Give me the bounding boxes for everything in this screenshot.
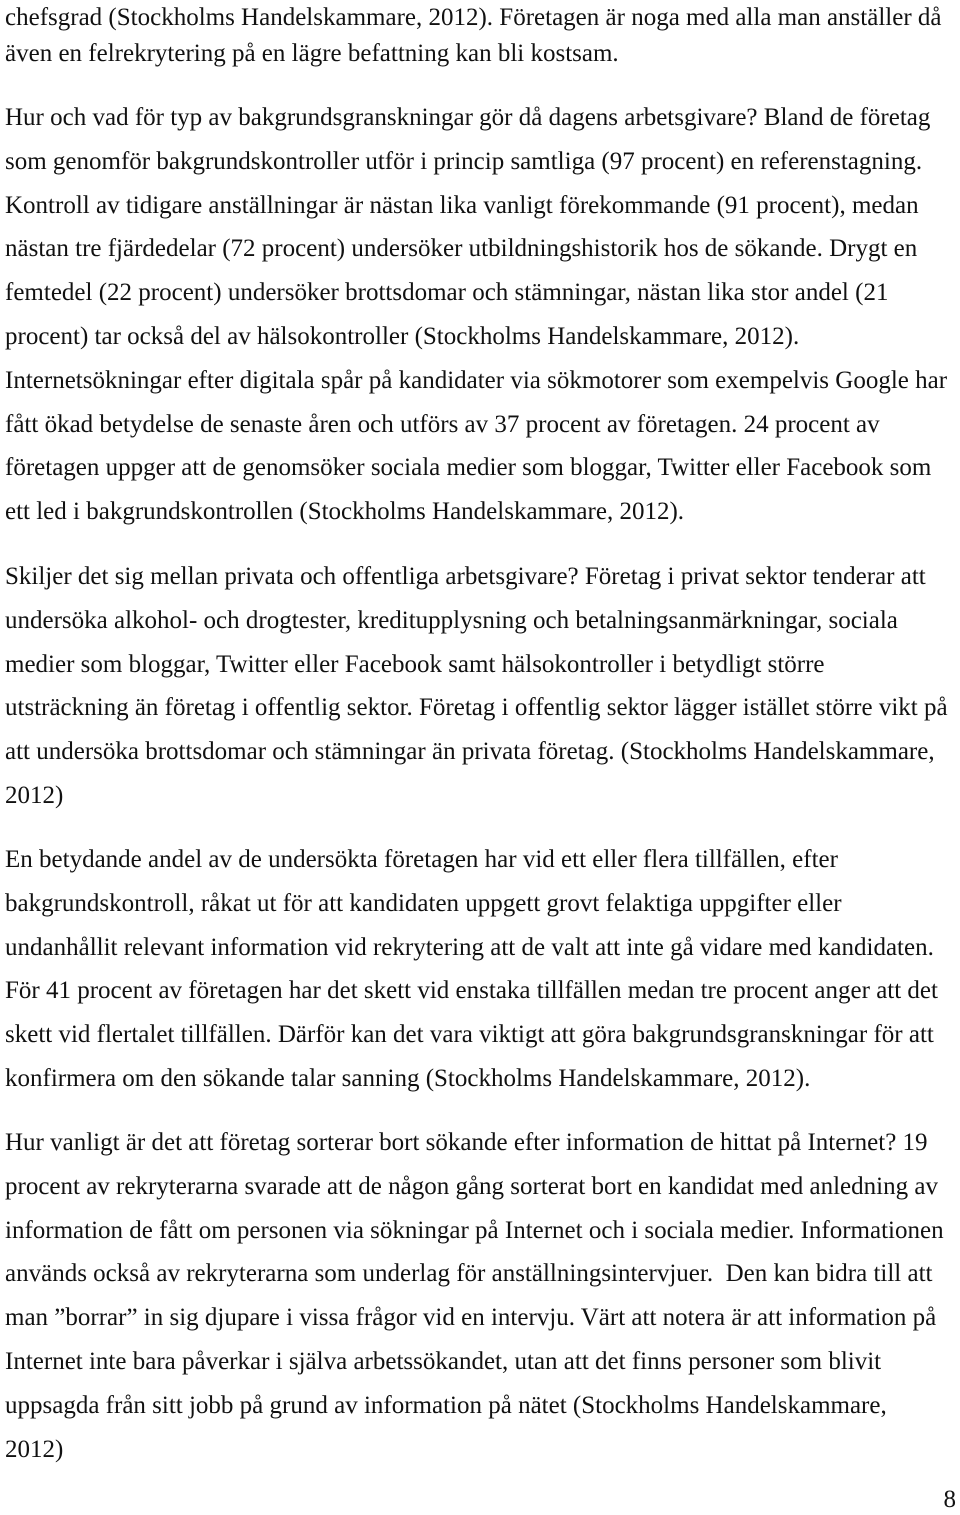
paragraph: [5, 838, 960, 1101]
text-line: Internetsökningar efter digitala spår på kandidater via sökmotorer som exempelvis Google har: [5, 366, 948, 394]
text-line: att undersöka brottsdomar och stämningar än privata företag. (Stockholms Handelskammare,: [5, 738, 935, 766]
text-line: undanhållit relevant information vid rekrytering att de valt att inte gå vidare med kandidaten.: [5, 933, 934, 961]
text-line: Hur vanligt är det att företag sorterar bort sökande efter information de hittat på Internet? 19: [5, 1129, 928, 1156]
paragraph: [5, 1121, 960, 1471]
text-line: Kontroll av tidigare anställningar är nästan lika vanligt förekommande (91 procent), medan: [5, 191, 919, 219]
text-line: bakgrundskontroll, råkat ut för att kandidaten uppgett grovt felaktiga uppgifter eller: [5, 889, 842, 917]
text-line: konfirmera om den sökande talar sanning (Stockholms Handelskammare, 2012).: [5, 1064, 811, 1092]
text-line: som genomför bakgrundskontroller utför i princip samtliga (97 procent) en referenstagning.: [5, 147, 923, 175]
text-line: information de fått om personen via sökningar på Internet och i sociala medier. Informationen: [5, 1216, 944, 1244]
text-line: En betydande andel av de undersökta företagen har vid ett eller flera tillfällen, efter: [5, 846, 838, 873]
text-line: uppsagda från sitt jobb på grund av information på nätet (Stockholms Handelskammare,: [5, 1391, 887, 1419]
text-line: fått ökad betydelse de senaste åren och utförs av 37 procent av företagen. 24 procent av: [5, 410, 880, 438]
text-line: används också av rekryterarna som underlag för anställningsintervjuer. Den kan bidra till att: [5, 1260, 933, 1288]
text-line: företagen uppger att de genomsöker sociala medier som bloggar, Twitter eller Facebook som: [5, 454, 932, 482]
text-line: Internet inte bara påverkar i själva arbetssökandet, utan att det finns personer som blivit: [5, 1347, 882, 1375]
page-number: 8: [943, 1486, 956, 1513]
text-line: procent av rekryterarna svarade att de någon gång sorterat bort en kandidat med anledning av: [5, 1172, 938, 1200]
text-line: procent) tar också del av hälsokontroller (Stockholms Handelskammare, 2012).: [5, 322, 800, 350]
text-line: medier som bloggar, Twitter eller Facebook samt hälsokontroller i betydligt större: [5, 650, 825, 678]
paragraph: [5, 96, 960, 534]
text-line: chefsgrad (Stockholms Handelskammare, 2012). Företagen är noga med alla man anställer då: [5, 4, 942, 31]
text-line: 2012): [5, 781, 64, 809]
text-line: femtedel (22 procent) undersöker brottsdomar och stämningar, nästan lika stor andel (21: [5, 279, 889, 307]
paragraph: [5, 555, 960, 818]
text-line: utsträckning än företag i offentlig sektor. Företag i offentlig sektor lägger istället större vikt på: [5, 694, 948, 722]
paragraph: [5, 0, 960, 72]
text-line: man ”borrar” in sig djupare i vissa frågor vid en intervju. Värt att notera är att information på: [5, 1304, 937, 1332]
text-line: Hur och vad för typ av bakgrundsgranskningar gör då dagens arbetsgivare? Bland de företag: [5, 104, 931, 131]
text-line: Skiljer det sig mellan privata och offentliga arbetsgivare? Företag i privat sektor tenderar att: [5, 563, 926, 590]
text-line: nästan tre fjärdedelar (72 procent) undersöker utbildningshistorik hos de sökande. Drygt en: [5, 235, 918, 263]
text-line: 2012): [5, 1435, 64, 1463]
text-line: även en felrekrytering på en lägre befattning kan bli kostsam.: [5, 40, 619, 67]
text-line: För 41 procent av företagen har det skett vid enstaka tillfällen medan tre procent anger att det: [5, 977, 938, 1005]
text-line: ett led i bakgrundskontrollen (Stockholms Handelskammare, 2012).: [5, 498, 685, 526]
text-line: skett vid flertalet tillfällen. Därför kan det vara viktigt att göra bakgrundsgranskningar för att: [5, 1021, 934, 1049]
text-line: undersöka alkohol- och drogtester, kreditupplysning och betalningsanmärkningar, sociala: [5, 606, 898, 634]
